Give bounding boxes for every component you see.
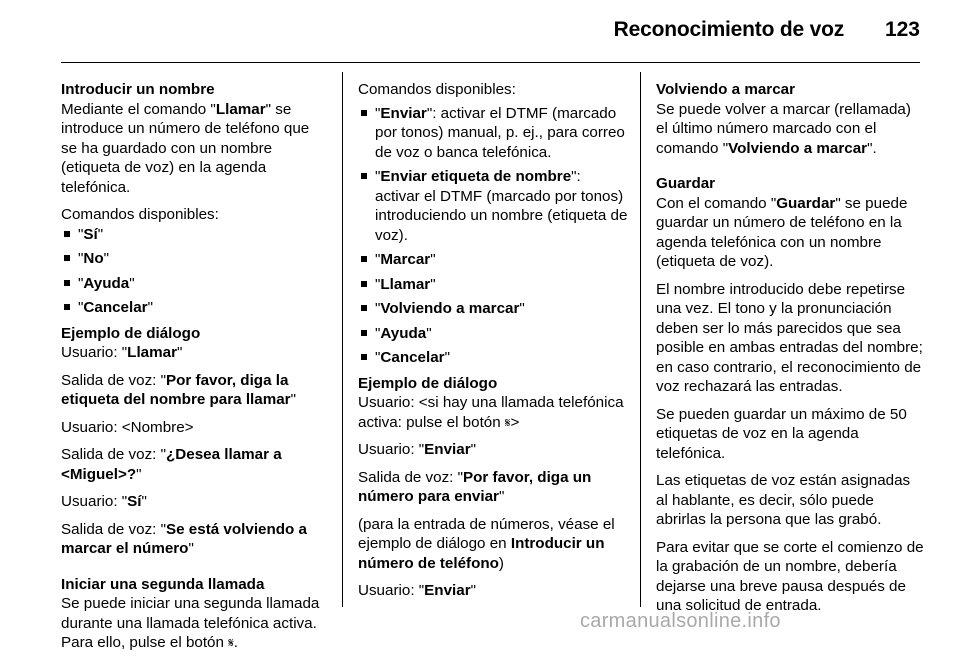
list-item: "Cancelar" xyxy=(358,348,628,368)
paragraph: Las etiquetas de voz están asignadas al hablante, es decir, sólo puede abrirlas la persona que las grabó. xyxy=(656,472,911,528)
column-2 xyxy=(358,80,628,609)
list-item: "No" xyxy=(61,249,329,269)
dialog-line: Salida de voz: "Se está volviendo a marcar el número" xyxy=(61,520,307,557)
dialog-line: Salida de voz: "¿Desea llamar a <Miguel>?" xyxy=(61,446,282,483)
commands-label: Comandos disponibles: xyxy=(61,206,219,223)
list-item: "Marcar" xyxy=(358,250,628,270)
page-number: 123 xyxy=(884,18,920,41)
dialog-line: Salida de voz: "Por favor, diga un número para enviar" xyxy=(358,468,592,505)
dialog-line: Salida de voz: "Por favor, diga la etiqueta del nombre para llamar" xyxy=(61,371,296,408)
column-divider-1 xyxy=(342,72,343,607)
list-item: "Llamar" xyxy=(358,275,628,295)
dialog-line: Usuario: "Enviar" xyxy=(358,582,477,599)
column-divider-2 xyxy=(640,72,641,607)
dialog-line: (para la entrada de números, véase el ejemplo de diálogo en Introducir un número de teléfono) xyxy=(358,515,615,572)
paragraph: Para evitar que se corte el comienzo de la grabación de un nombre, debería dejarse una breve pausa después de una solicitud de entrada. xyxy=(656,538,924,614)
mic-icon: 𝄋 xyxy=(504,414,511,430)
list-item: "Enviar": activar el DTMF (marcado por tonos) manual, p. ej., para correo de voz o banca telefónica. xyxy=(358,104,628,163)
column-1 xyxy=(61,80,329,661)
list-item: "Sí" xyxy=(61,225,329,245)
watermark: carmanualsonline.info xyxy=(580,610,781,632)
command-list xyxy=(358,104,628,368)
list-item: "Volviendo a marcar" xyxy=(358,299,628,319)
paragraph: Se pueden guardar un máximo de 50 etiquetas de voz en la agenda telefónica. xyxy=(656,405,907,462)
dialog-line: Usuario: "Enviar" xyxy=(358,441,477,458)
page-title: Reconocimiento de voz xyxy=(613,18,844,41)
paragraph: Se puede iniciar una segunda llamada durante una llamada telefónica activa. Para ello, pulse el botón 𝄋. xyxy=(61,595,320,651)
dialog-line: Usuario: <si hay una llamada telefónica activa: pulse el botón 𝄋> xyxy=(358,394,624,431)
dialog-line: Usuario: "Llamar" xyxy=(61,344,183,361)
paragraph: Con el comando "Guardar" se puede guardar un número de teléfono en la agenda telefónica con un nombre (etiqueta de voz). xyxy=(656,194,908,270)
paragraph: Mediante el comando "Llamar" se introduce un número de teléfono que se ha guardado con un nombre (etiqueta de voz) en la agenda telefónica. xyxy=(61,100,310,196)
column-3 xyxy=(656,80,924,624)
section-heading-volviendo: Volviendo a marcar xyxy=(656,81,795,98)
dialog-line: Usuario: <Nombre> xyxy=(61,418,194,436)
example-heading: Ejemplo de diálogo xyxy=(61,324,201,342)
section-heading-introducir-nombre: Introducir un nombre xyxy=(61,81,215,98)
list-item: "Enviar etiqueta de nombre": activar el DTMF (marcado por tonos) introduciendo un nombre (etiqueta de voz). xyxy=(358,167,628,245)
mic-icon: 𝄋 xyxy=(228,635,234,650)
example-heading: Ejemplo de diálogo xyxy=(358,374,498,392)
paragraph: El nombre introducido debe repetirse una vez. El tono y la pronunciación deben ser lo más parecidos que sea posible en ambas entradas del nombre; en caso contrario, el reconocimiento de voz rechazará las entradas. xyxy=(656,280,923,395)
page-header xyxy=(0,0,960,60)
command-list xyxy=(61,225,329,318)
paragraph: Se puede volver a marcar (rellamada) el último número marcado con el comando "Volviendo a marcar". xyxy=(656,100,911,157)
list-item: "Ayuda" xyxy=(358,324,628,344)
section-heading-segunda-llamada: Iniciar una segunda llamada xyxy=(61,575,265,593)
list-item: "Cancelar" xyxy=(61,298,329,318)
header-rule xyxy=(61,62,920,63)
section-heading-guardar: Guardar xyxy=(656,175,716,192)
list-item: "Ayuda" xyxy=(61,274,329,294)
commands-label: Comandos disponibles: xyxy=(358,81,516,98)
dialog-line: Usuario: "Sí" xyxy=(61,493,147,510)
